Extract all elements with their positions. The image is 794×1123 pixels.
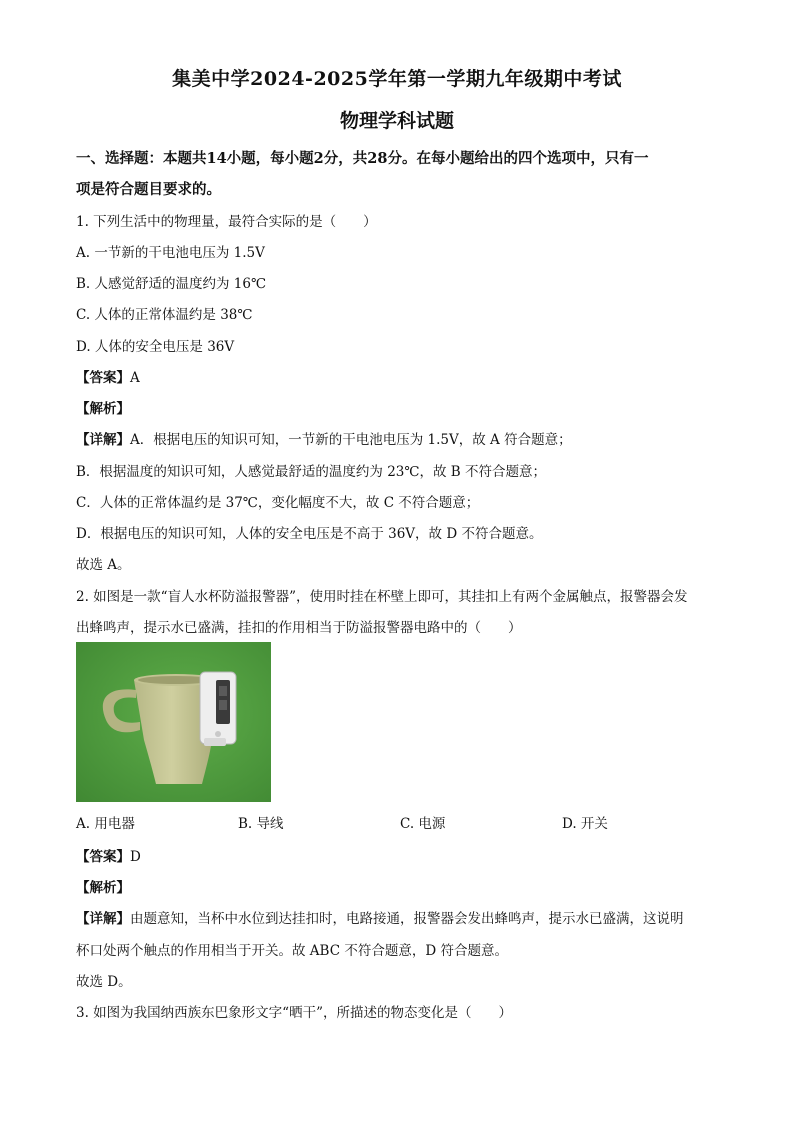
q2-option-d: D. 开关 bbox=[562, 816, 608, 832]
detail-tag: 【详解】 bbox=[76, 432, 130, 448]
q2-option-a: A. 用电器 bbox=[76, 816, 135, 832]
q2-detail-2: 杯口处两个触点的作用相当于开关。故 ABC 不符合题意，D 符合题意。 bbox=[76, 943, 508, 959]
q2-conclusion: 故选 D。 bbox=[76, 974, 132, 990]
cup-with-alarm-illustration bbox=[76, 642, 271, 802]
q1-option-b: B. 人感觉舒适的温度约为 16℃ bbox=[76, 276, 267, 292]
q1-answer bbox=[76, 366, 140, 386]
q1-analysis-tag: 【解析】 bbox=[76, 401, 130, 417]
section-heading-line2: 项是符合题目要求的。 bbox=[76, 181, 221, 198]
q1-option-a: A. 一节新的干电池电压为 1.5V bbox=[76, 245, 265, 261]
q2-analysis-tag: 【解析】 bbox=[76, 880, 130, 896]
detail-text: A．根据电压的知识可知，一节新的干电池电压为 1.5V，故 A 符合题意； bbox=[130, 432, 572, 448]
detail-text: 由题意知，当杯中水位到达挂扣时，电路接通，报警器会发出蜂鸣声，提示水已盛满，这说明 bbox=[130, 911, 684, 927]
q2-option-b: B. 导线 bbox=[238, 816, 284, 832]
cup-alarm-photo bbox=[76, 642, 271, 802]
q1-detail-3: C．人体的正常体温约是 37℃，变化幅度不大，故 C 不符合题意； bbox=[76, 495, 480, 511]
q3-stem: 3. 如图为我国纳西族东巴象形文字“晒干”，所描述的物态变化是（ ） bbox=[76, 1005, 512, 1021]
answer-tag: 【答案】 bbox=[76, 370, 130, 386]
q1-option-c: C. 人体的正常体温约是 38℃ bbox=[76, 307, 253, 323]
answer-tag: 【答案】 bbox=[76, 849, 130, 865]
q1-detail-2: B．根据温度的知识可知，人感觉最舒适的温度约为 23℃，故 B 不符合题意； bbox=[76, 464, 546, 480]
exam-subtitle: 物理学科试题 bbox=[339, 110, 454, 132]
q2-option-c: C. 电源 bbox=[400, 816, 446, 832]
q1-option-d: D. 人体的安全电压是 36V bbox=[76, 339, 235, 355]
q2-stem-line1: 2. 如图是一款“盲人水杯防溢报警器”，使用时挂在杯壁上即可，其挂扣上有两个金属触点，报警器会发 bbox=[76, 589, 688, 605]
detail-tag: 【详解】 bbox=[76, 911, 130, 927]
exam-title: 集美中学2024-2025学年第一学期九年级期中考试 bbox=[172, 68, 622, 90]
q1-stem: 1. 下列生活中的物理量，最符合实际的是（ ） bbox=[76, 214, 377, 230]
q2-detail-1 bbox=[76, 907, 684, 927]
q2-answer bbox=[76, 845, 141, 865]
answer-value: D bbox=[130, 849, 141, 865]
answer-value: A bbox=[130, 370, 140, 386]
q1-detail-4: D．根据电压的知识可知，人体的安全电压是不高于 36V，故 D 不符合题意。 bbox=[76, 526, 543, 542]
q2-stem-line2: 出蜂鸣声，提示水已盛满，挂扣的作用相当于防溢报警器电路中的（ ） bbox=[76, 620, 522, 636]
q1-detail-1 bbox=[76, 428, 572, 448]
section-heading-line1: 一、选择题：本题共14小题，每小题2分，共28分。在每小题给出的四个选项中，只有一 bbox=[76, 150, 649, 167]
q1-conclusion: 故选 A。 bbox=[76, 557, 131, 573]
